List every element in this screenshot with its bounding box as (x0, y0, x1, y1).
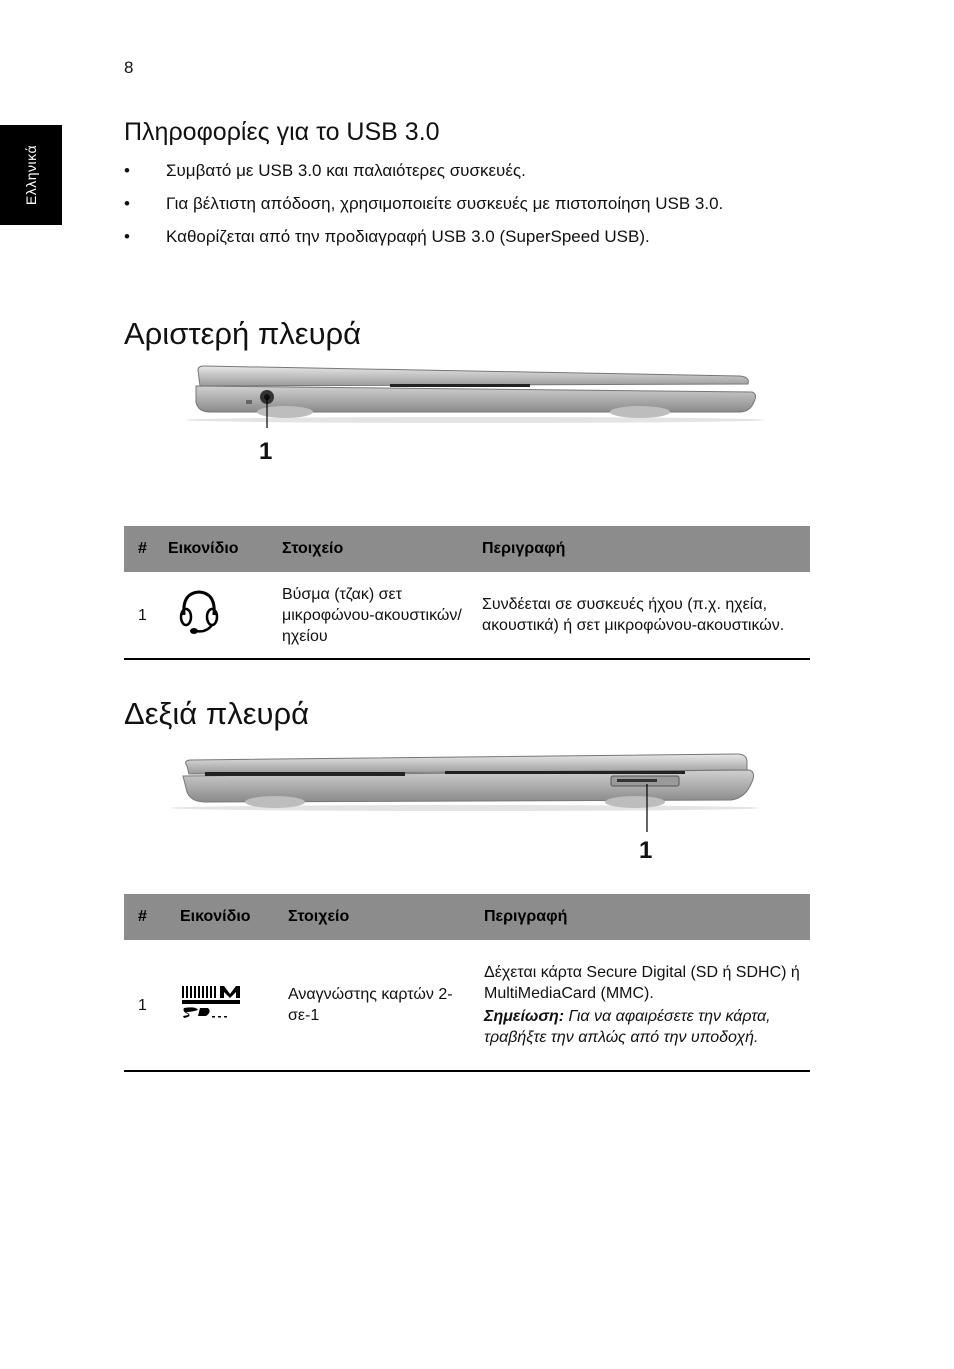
list-item (124, 226, 784, 247)
callout-number: 1 (639, 837, 653, 864)
list-item-text: Καθορίζεται από την προδιαγραφή USB 3.0 (SuperSpeed USB). (166, 227, 650, 246)
list-item (124, 160, 784, 181)
row-icon-cell (166, 940, 274, 1071)
row-description-cell (470, 940, 810, 1071)
table-row (124, 940, 810, 1071)
laptop-right-side-image (165, 748, 765, 858)
right-side-title: Δεξιά πλευρά (124, 696, 310, 731)
note-label: Σημείωση: (484, 1008, 565, 1025)
list-item (124, 193, 784, 214)
list-item-text: Συμβατό με USB 3.0 και παλαιότερες συσκευές. (166, 161, 526, 180)
row-item: Αναγνώστης καρτών 2-σε-1 (288, 986, 453, 1024)
card-reader-icon (180, 982, 244, 1022)
column-header: Περιγραφή (470, 894, 810, 940)
left-side-table (124, 526, 810, 660)
column-header: Εικονίδιο (166, 894, 274, 940)
row-description: Δέχεται κάρτα Secure Digital (SD ή SDHC) ή MultiMediaCard (MMC). (484, 964, 800, 1002)
row-icon-cell (154, 572, 268, 659)
language-tab-label: Ελληνικά (23, 144, 39, 206)
row-number: 1 (138, 606, 147, 624)
usb-info-list (124, 160, 784, 259)
page-number: 8 (124, 58, 134, 77)
column-header: # (124, 526, 154, 572)
table-row (124, 572, 810, 659)
column-header: # (124, 894, 166, 940)
column-header: Στοιχείο (268, 526, 468, 572)
note-text: Για να αφαιρέσετε την κάρτα, τραβήξτε την απλώς από την υποδοχή. (484, 1008, 771, 1046)
language-tab (0, 125, 62, 225)
left-side-title: Αριστερή πλευρά (124, 316, 362, 351)
column-header: Στοιχείο (274, 894, 470, 940)
laptop-left-side-image (180, 362, 770, 428)
usb-info-heading: Πληροφορίες για το USB 3.0 (124, 118, 440, 146)
list-item-text: Για βέλτιστη απόδοση, χρησιμοποιείτε συσκευές με πιστοποίηση USB 3.0. (166, 194, 724, 213)
bullet-icon: • (124, 194, 130, 213)
bullet-icon: • (124, 161, 130, 180)
bullet-icon: • (124, 227, 130, 246)
row-description: Συνδέεται σε συσκευές ήχου (π.χ. ηχεία, ακουστικά) ή σετ μικροφώνου-ακουστικών. (482, 596, 785, 634)
column-header: Εικονίδιο (154, 526, 268, 572)
row-number: 1 (138, 996, 147, 1014)
column-header: Περιγραφή (468, 526, 810, 572)
headset-icon (176, 587, 222, 637)
right-side-table (124, 894, 810, 1072)
row-item: Βύσμα (τζακ) σετ μικροφώνου-ακουστικών/ηχείου (282, 585, 462, 645)
callout-number: 1 (259, 438, 273, 465)
